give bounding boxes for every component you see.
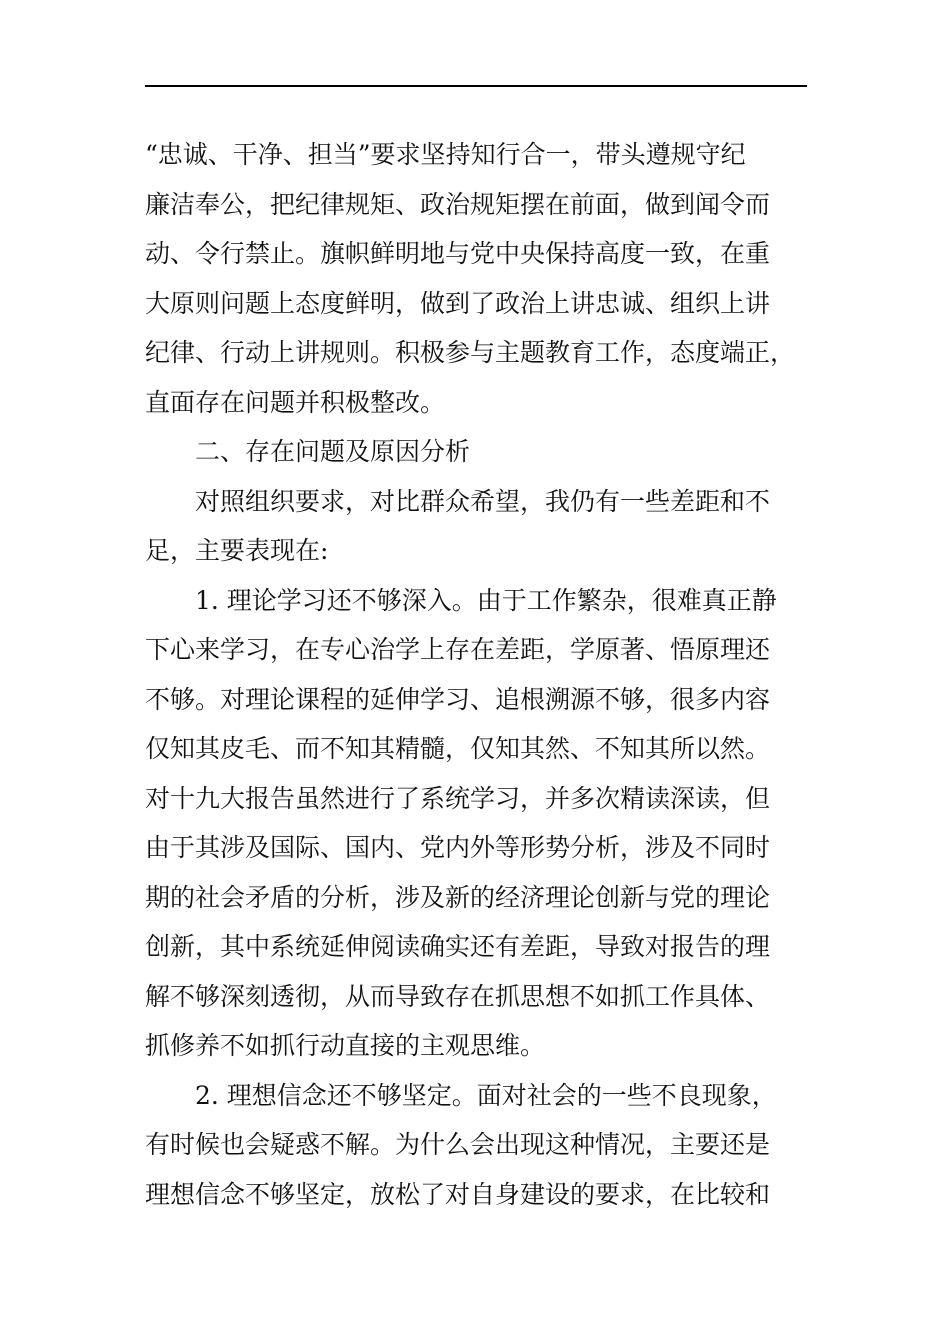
text-line: 大原则问题上态度鲜明，做到了政治上讲忠诚、组织上讲 [145,288,771,318]
text-line: 下心来学习，在专心治学上存在差距，学原著、悟原理还 [145,635,771,664]
text-line: “忠诚、干净、担当”要求坚持知行合一，带头遵规守纪 [145,140,746,169]
text-line: 廉洁奉公，把纪律规矩、政治规矩摆在前面，做到闻令而 [145,189,771,219]
text-line: 对照组织要求，对比群众希望，我仍有一些差距和不 [195,486,771,516]
list-item-heading: 1. 理论学习还不够深入。由于工作繁杂，很难真正静 [195,585,777,615]
text-line: 创新，其中系统延伸阅读确实还有差距，导致对报告的理 [145,932,771,961]
list-item-heading: 2. 理想信念还不够坚定。面对社会的一些不良现象， [195,1080,777,1110]
header-rule [145,85,807,87]
text-line: 直面存在问题并积极整改。 [145,387,446,417]
text-line: 由于其涉及国际、国内、党内外等形势分析，涉及不同时 [145,833,771,862]
text-line: 足，主要表现在: [145,536,329,565]
text-line: 纪律、行动上讲规则。积极参与主题教育工作，态度端正， [145,338,796,367]
text-line: 理想信念不够坚定，放松了对自身建设的要求，在比较和 [145,1179,771,1209]
text-line: 仅知其皮毛、而不知其精髓，仅知其然、不知其所以然。 [145,734,771,763]
text-line: 不够。对理论课程的延伸学习、追根溯源不够，很多内容 [145,684,771,714]
section-heading: 二、存在问题及原因分析 [195,437,471,466]
text-line: 有时候也会疑惑不解。为什么会出现这种情况，主要还是 [145,1130,771,1159]
text-line: 对十九大报告虽然进行了系统学习，并多次精读深读，但 [145,783,771,813]
text-line: 抓修养不如抓行动直接的主观思维。 [145,1031,546,1060]
text-line: 解不够深刻透彻，从而导致存在抓思想不如抓工作具体、 [145,981,771,1011]
text-line: 期的社会矛盾的分析，涉及新的经济理论创新与党的理论 [145,882,771,912]
document-body [145,130,807,1219]
text-line: 动、令行禁止。旗帜鲜明地与党中央保持高度一致，在重 [145,239,771,268]
